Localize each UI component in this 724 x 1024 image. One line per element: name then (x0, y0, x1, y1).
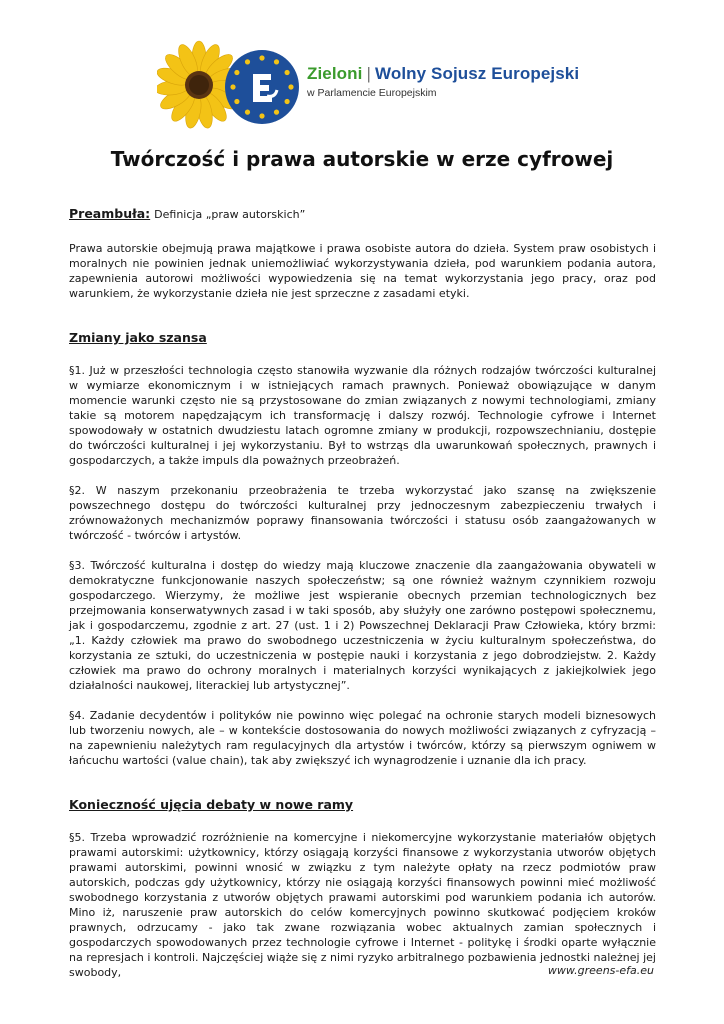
paragraph-3: §3. Twórczość kulturalna i dostęp do wiedzy mają kluczowe znaczenie dla zaangażowania obywateli w demokratyczne funkcjonowanie naszych społeczeństw; są one również ważnym czynnikiem rozwoju gospodarczego. Wierzymy, że możliwe jest wspieranie obecnych przemian technologicznych bez przejmowania konserwatywnych zasad i w taki sposób, aby służyły one zarówno postępowi społecznemu, jak i gospodarczemu, zgodnie z art. 27 (ust. 1 i 2) Powszechnej Deklaracji Praw Człowieka, który brzmi: „1. Każdy człowiek ma prawo do swobodnego uczestniczenia w życiu kulturalnym społeczeństwa, do korzystania ze sztuki, do uczestniczenia w postępie nauki i korzystania z jego dobrodziejstw. 2. Każdy człowiek ma prawo do ochrony moralnych i materialnych korzyści wynikających z jakiejkolwiek jego działalności naukowej, literackiej lub artystycznej”. (69, 559, 656, 692)
footer-url: www.greens-efa.eu (547, 964, 654, 977)
logo-text (307, 64, 579, 99)
logo-name (307, 64, 579, 84)
preamble-subheading: Definicja „praw autorskich” (154, 208, 306, 221)
logo (157, 40, 580, 130)
paragraph-1: §1. Już w przeszłości technologia często stanowiła wyzwanie dla różnych rodzajów twórczości kulturalnej w wymiarze ekonomicznym i w istniejących ramach prawnych. Ponieważ obowiązujące w danym momencie warunki często nie są przystosowane do zmian związanych z nowymi technologiami, zmiany takie są motorem napędzającym ich transformację i dalszy rozwój. Technologie cyfrowe i Internet spowodowały w ostatnich dwudziestu latach ogromne zmiany w produkcji, rozpowszechnianiu, dostępie do twórczości kulturalnej i jej wykorzystaniu. Był to wstrząs dla uwarunkowań społecznych, prawnych i gospodarczych, a także impuls dla poważnych przeobrażeń. (69, 364, 656, 467)
paragraph-5: §5. Trzeba wprowadzić rozróżnienie na komercyjne i niekomercyjne wykorzystanie materiałów objętych prawami autorskimi: użytkownicy, którzy osiągają korzyści finansowe z wykorzystania utworów objętych prawami autorskimi, powinni wnosić w związku z tym należyte opłaty na rzecz podmiotów praw autorskich, podczas gdy użytkownicy, którzy nie osiągają korzyści finansowych powinni mieć możliwość swobodnego korzystania z utworów objętych prawami autorskimi pod warunkiem podania ich autorów. Mino iż, naruszenie praw autorskich do celów komercyjnych powinno skutkować podjęciem kroków prawnych, odrzucamy - jako tak zwane rozwiązania wobec aktualnych zamian społecznych i gospodarczych spowodowanych przez technologie cyfrowe i Internet - politykę i środki oparte wyłącznie na represjach i kontroli. Najczęściej wiąże się z nimi ryzyko arbitralnego pozbawienia jednostki należnej jej swobody, (69, 831, 656, 979)
logo-name-blue: Wolny Sojusz Europejski (375, 64, 580, 83)
preamble-heading-line (69, 206, 656, 223)
logo-name-green: Zieloni (307, 64, 363, 83)
logo-subtitle: w Parlamencie Europejskim (307, 87, 437, 99)
paragraph-4: §4. Zadanie decydentów i polityków nie powinno więc polegać na ochronie starych modeli biznesowych lub tworzeniu nowych, ale – w kontekście dostosowania do nowych możliwości związanych z cyfryzacją – na zapewnieniu należytych ram regulacyjnych dla artystów i twórców, którzy są pierwszym ogniwem w łańcuchu wartości (value chain), tak aby zwiększyć ich wynagrodzenie i uznanie dla ich pracy. (69, 709, 656, 767)
paragraph-2: §2. W naszym przekonaniu przeobrażenia te trzeba wykorzystać jako szansę na zwiększenie powszechnego dostępu do twórczości kulturalnej przy jednoczesnym zabezpieczeniu trwałych i zrównoważonych mechanizmów poprawy finansowania twórczości i statusu osób zaangażowanych w twórczość - twórców i artystów. (69, 484, 656, 542)
section-heading-changes: Zmiany jako szansa (69, 330, 207, 345)
document-body (69, 206, 656, 995)
document-title: Twórczość i prawa autorskie w erze cyfrowej (110, 147, 614, 171)
preamble-heading: Preambuła: (69, 206, 151, 221)
section-heading-reframe: Konieczność ujęcia debaty w nowe ramy (69, 797, 354, 812)
logo-separator: | (366, 64, 372, 83)
preamble-paragraph: Prawa autorskie obejmują prawa majątkowe i prawa osobiste autora do dzieła. System praw osobistych i moralnych nie powinien jednak uniemożliwiać wykorzystywania dzieła, pod warunkiem podania autora, zapewnienia autorowi możliwości wypowiedzenia się na temat wykorzystania jego pracy, oraz pod warunkiem, że wykorzystanie dzieła nie jest sprzeczne z zasadami etyki. (69, 242, 656, 300)
eu-stars-icon (223, 48, 301, 126)
